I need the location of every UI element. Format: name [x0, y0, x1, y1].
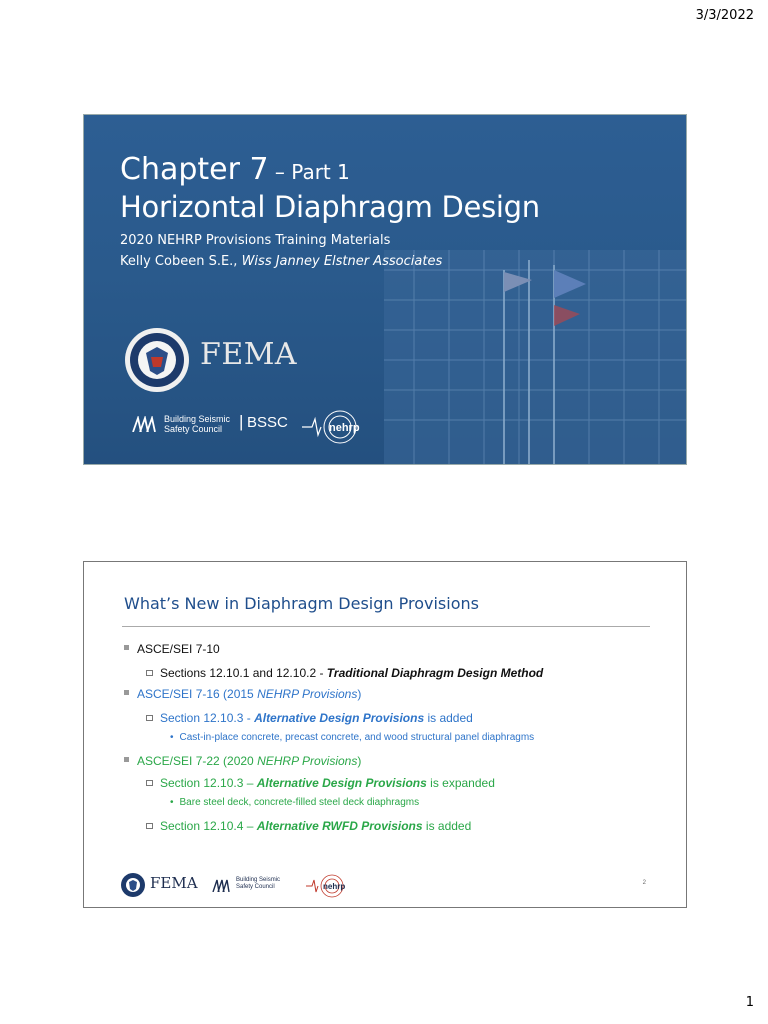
svg-text:nehrp: nehrp [329, 422, 360, 434]
bullet-hollow-icon [146, 670, 153, 676]
sub-bullet-alt-design-added: Section 12.10.3 - Alternative Design Provisions is added [146, 711, 473, 725]
bullet-dot-icon: • [170, 797, 174, 808]
sub-bullet-rwfd-added: Section 12.10.4 – Alternative RWFD Provisions is added [146, 819, 471, 833]
dhs-seal-icon [124, 327, 190, 393]
bssc-mark-icon [132, 416, 160, 432]
bullet-hollow-icon [146, 715, 153, 721]
nehrp-logo-icon [302, 407, 372, 447]
bullet-square-icon [124, 690, 129, 695]
page-date: 3/3/2022 [695, 8, 754, 23]
bullet-hollow-icon [146, 780, 153, 786]
bullet-asce-7-16: ASCE/SEI 7-16 (2015 NEHRP Provisions) [124, 687, 361, 701]
building-photo [354, 210, 686, 464]
svg-text:nehrp: nehrp [323, 882, 346, 891]
sub-bullet-alt-design-expanded: Section 12.10.3 – Alternative Design Provisions is expanded [146, 776, 495, 790]
sub-bullet-traditional: Sections 12.10.1 and 12.10.2 - Traditional Diaphragm Design Method [146, 666, 543, 680]
slide-number: 2 [642, 880, 646, 886]
title-slide: Chapter 7 – Part 1 Horizontal Diaphragm Design 2020 NEHRP Provisions Training Materials Kelly Cobeen S.E., Wiss Janney Elstner Associates FEMA Building Seismic Safety Council | BSSC nehrp [83, 114, 687, 465]
slide-footer-logos [120, 872, 370, 902]
bullet-hollow-icon [146, 823, 153, 829]
slide-title-main: Horizontal Diaphragm Design [120, 190, 540, 224]
sub-sub-bullet-concrete-wood: • Cast-in-place concrete, precast concrete, and wood structural panel diaphragms [170, 732, 535, 743]
bullet-dot-icon: • [170, 732, 174, 743]
slide-title-chapter: Chapter 7 – Part 1 [120, 152, 350, 187]
bullet-square-icon [124, 757, 129, 762]
nehrp-logo-small-icon [306, 872, 348, 900]
page-number: 1 [745, 995, 754, 1010]
sub-sub-bullet-steel-deck: • Bare steel deck, concrete-filled steel deck diaphragms [170, 797, 420, 808]
slide-heading: What’s New in Diaphragm Design Provisions [124, 594, 479, 613]
bssc-mark-small-icon [212, 878, 234, 892]
content-slide [83, 561, 687, 908]
fema-logo-small: FEMA [150, 874, 198, 892]
bssc-text-small: Building Seismic Safety Council [236, 877, 281, 890]
divider [122, 626, 650, 627]
fema-logo: FEMA [200, 337, 298, 372]
bullet-asce-7-22: ASCE/SEI 7-22 (2020 NEHRP Provisions) [124, 754, 361, 768]
dhs-seal-small-icon [120, 872, 146, 898]
slide-author: Kelly Cobeen S.E., Wiss Janney Elstner Associates [120, 254, 443, 269]
bullet-square-icon [124, 645, 129, 650]
bullet-asce-7-10: ASCE/SEI 7-10 [124, 642, 220, 656]
slide-subtitle: 2020 NEHRP Provisions Training Materials [120, 233, 391, 248]
